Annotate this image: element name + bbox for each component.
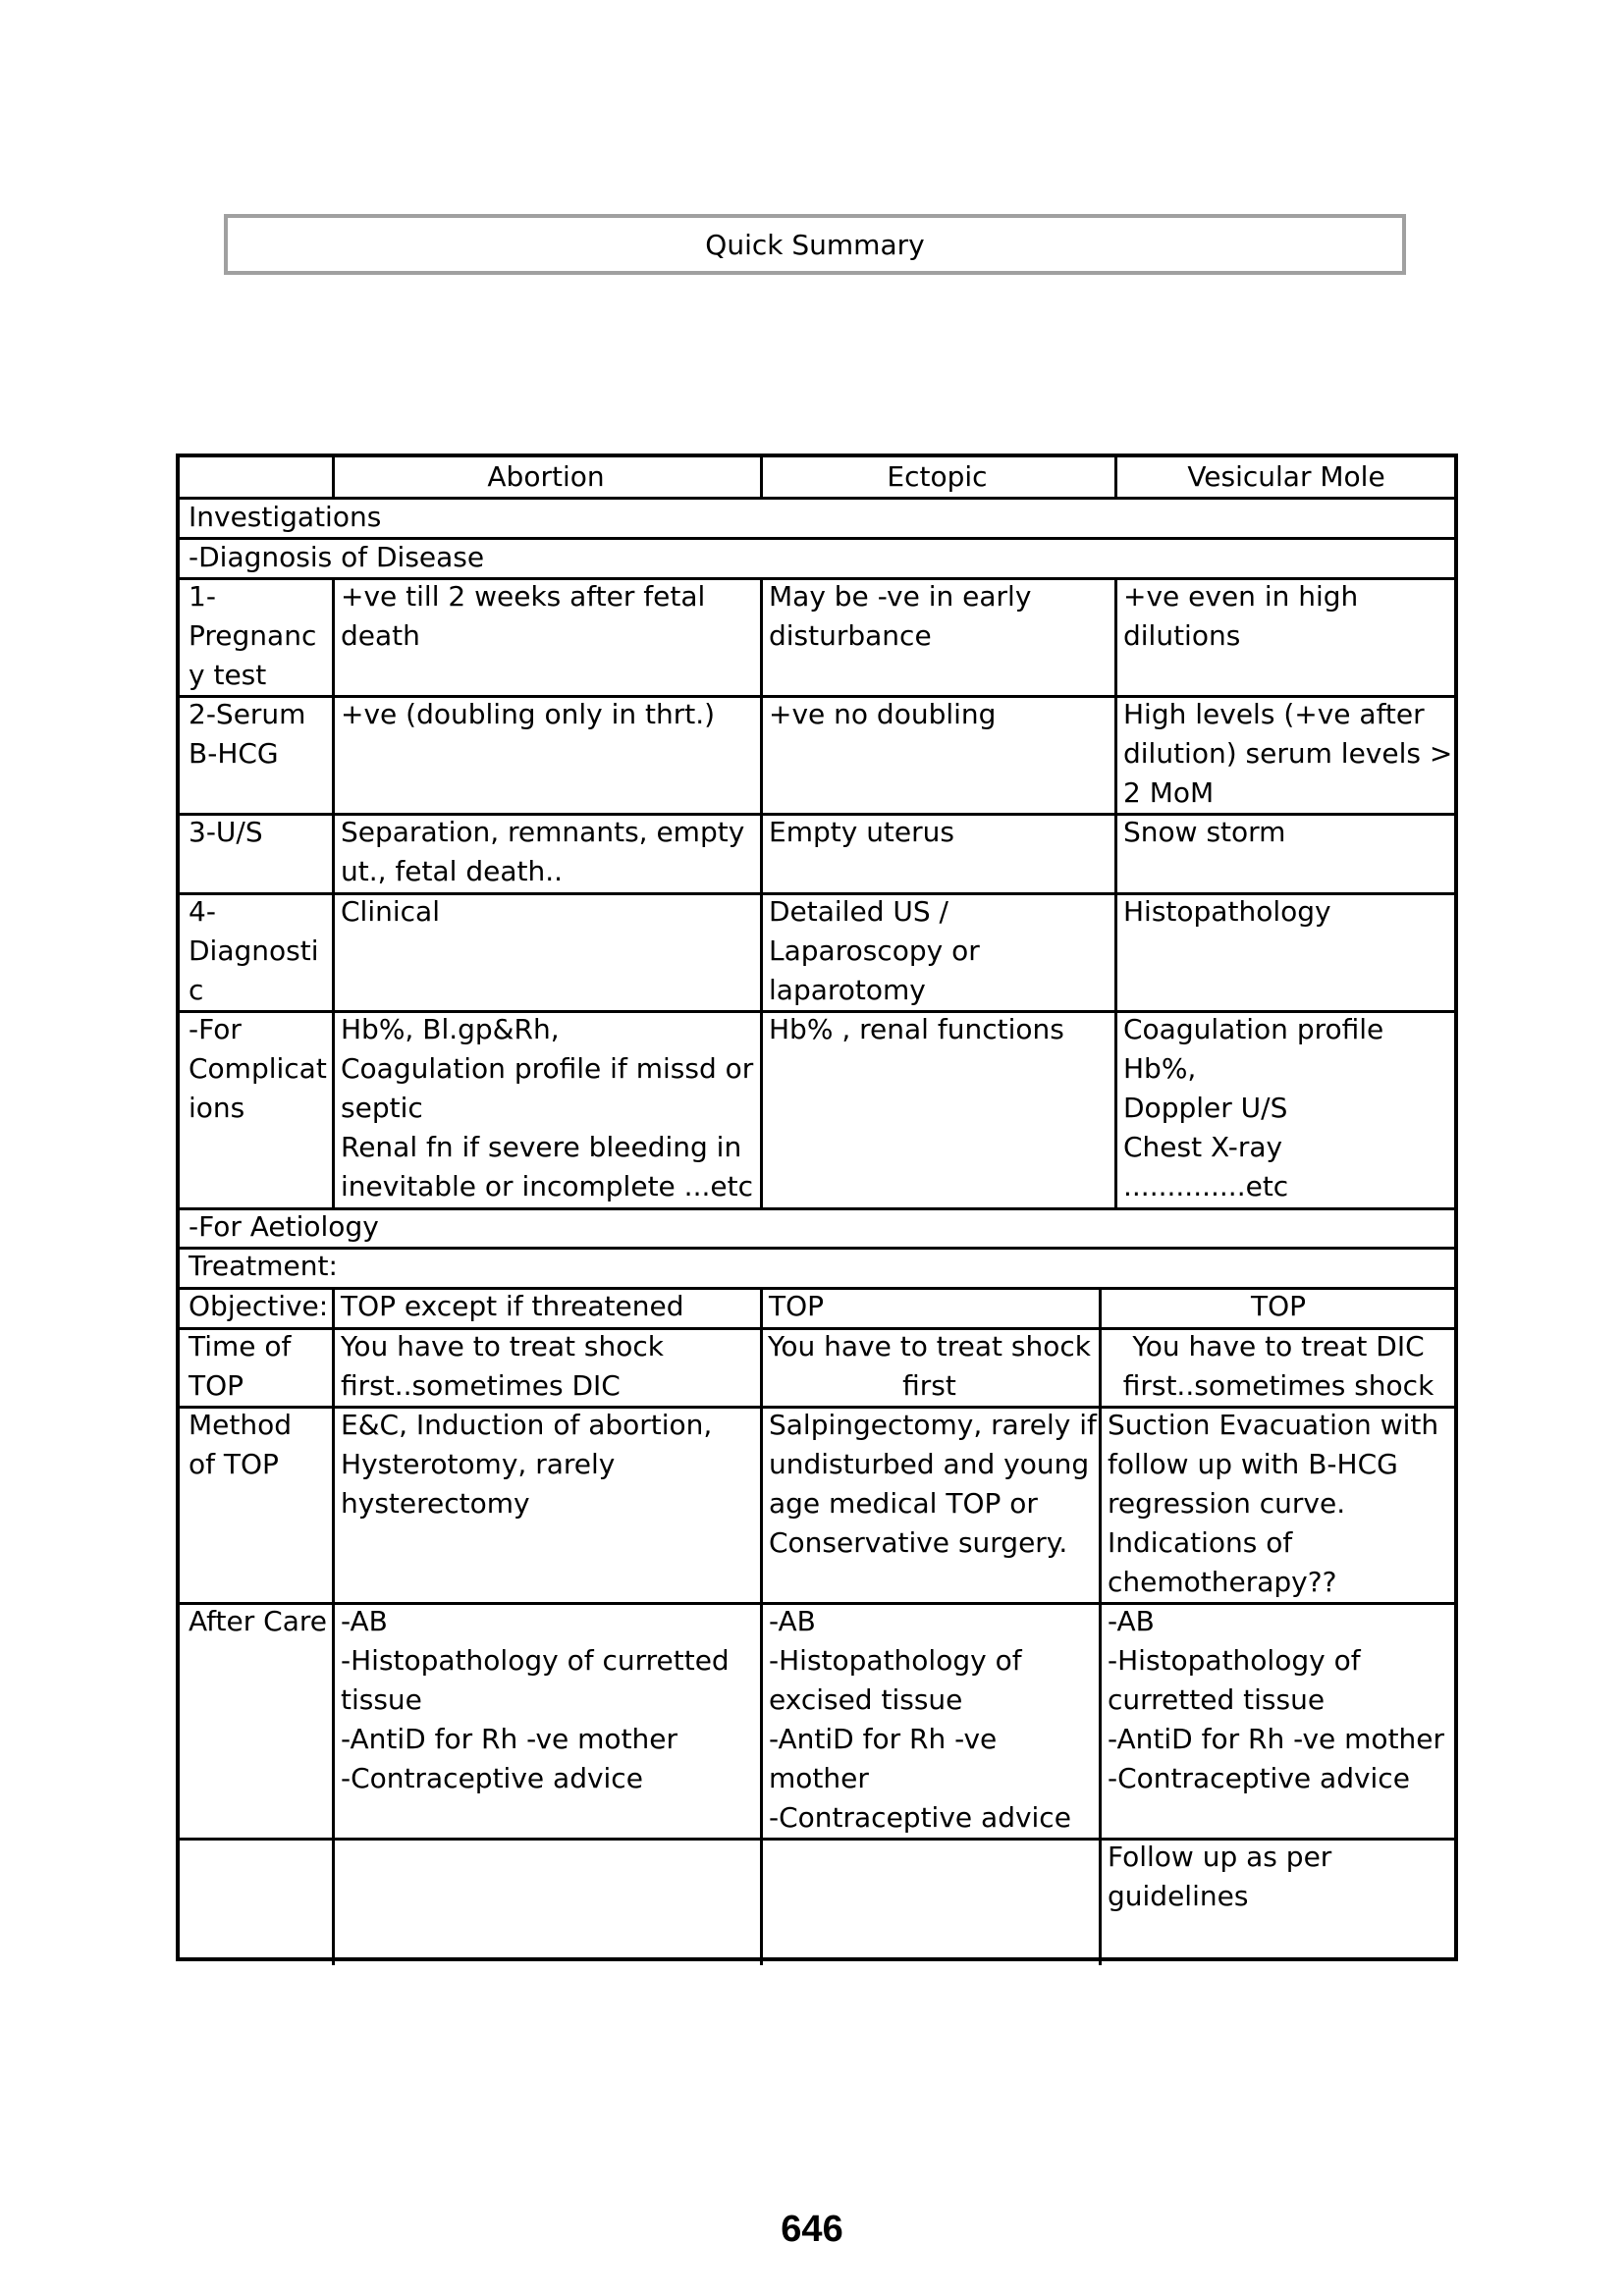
cell-abortion-us: Separation, remnants, empty ut., fetal death.. xyxy=(341,816,745,887)
row-label-method-of-top: Method of TOP xyxy=(189,1409,293,1480)
cell-ectopic-diagnostic: Detailed US / Laparoscopy or laparotomy xyxy=(769,895,980,1006)
cell-ectopic-complications: Hb% , renal functions xyxy=(769,1013,1064,1045)
row-label-after-care: After Care xyxy=(189,1605,327,1637)
cell-ectopic-follow-up xyxy=(760,1834,1099,1838)
cell-ectopic-after-care: -AB -Histopathology of excised tissue -AntiD for Rh -ve mother -Contraceptive advice xyxy=(769,1605,1071,1834)
section-treatment: Treatment: xyxy=(189,1250,338,1282)
row-label-objective: Objective: xyxy=(189,1290,329,1322)
cell-ectopic-method-of-top: Salpingectomy, rarely if undisturbed and young age medical TOP or Conservative surgery. xyxy=(769,1409,1097,1559)
row-label-serum-bhcg: 2-Serum B-HCG xyxy=(189,698,306,770)
cell-abortion-time-of-top: You have to treat shock first..sometimes DIC xyxy=(341,1330,664,1402)
cell-abortion-after-care: -AB -Histopathology of curretted tissue -AntiD for Rh -ve mother -Contraceptive advice xyxy=(341,1605,730,1794)
cell-abortion-follow-up xyxy=(332,1834,760,1838)
cell-mole-follow-up: Follow up as per guidelines xyxy=(1108,1841,1332,1912)
cell-mole-serum-bhcg: High levels (+ve after dilution) serum levels > 2 MoM xyxy=(1123,698,1453,809)
summary-table xyxy=(176,454,1458,1961)
cell-abortion-serum-bhcg: +ve (doubling only in thrt.) xyxy=(341,698,716,730)
cell-mole-pregnancy-test: +ve even in high dilutions xyxy=(1123,580,1359,652)
page-title: Quick Summary xyxy=(224,214,1406,275)
section-diagnosis: -Diagnosis of Disease xyxy=(189,541,485,573)
cell-mole-objective: TOP xyxy=(1250,1290,1307,1322)
cell-ectopic-objective: TOP xyxy=(769,1290,825,1322)
section-aetiology: -For Aetiology xyxy=(189,1210,379,1243)
cell-ectopic-us: Empty uterus xyxy=(769,816,954,848)
cell-ectopic-pregnancy-test: May be -ve in early disturbance xyxy=(769,580,1032,652)
cell-abortion-method-of-top: E&C, Induction of abortion, Hysterotomy, rarely hysterectomy xyxy=(341,1409,713,1520)
cell-mole-us: Snow storm xyxy=(1123,816,1286,848)
row-label-pregnancy-test: 1- Pregnanc y test xyxy=(189,580,317,691)
header-vesicular-mole: Vesicular Mole xyxy=(1187,460,1385,493)
row-label-diagnostic: 4- Diagnosti c xyxy=(189,895,319,1006)
cell-abortion-complications: Hb%, Bl.gp&Rh, Coagulation profile if missd or septic Renal fn if severe bleeding in inevitable or incomplete ...etc xyxy=(341,1013,754,1202)
header-abortion: Abortion xyxy=(487,460,605,493)
row-label-time-of-top: Time of TOP xyxy=(189,1330,292,1402)
cell-abortion-objective: TOP except if threatened xyxy=(341,1290,684,1322)
cell-mole-method-of-top: Suction Evacuation with follow up with B-HCG regression curve. Indications of chemotherapy?? xyxy=(1108,1409,1439,1598)
row-label-follow-up xyxy=(180,1834,332,1838)
cell-abortion-diagnostic: Clinical xyxy=(341,895,440,928)
cell-mole-time-of-top: You have to treat DIC first..sometimes shock xyxy=(1122,1330,1435,1402)
page-number: 646 xyxy=(781,2209,843,2250)
cell-mole-diagnostic: Histopathology xyxy=(1123,895,1331,928)
row-label-complications: -For Complicat ions xyxy=(189,1013,327,1124)
cell-ectopic-serum-bhcg: +ve no doubling xyxy=(769,698,997,730)
section-investigations: Investigations xyxy=(189,501,382,533)
header-ectopic: Ectopic xyxy=(887,460,988,493)
cell-ectopic-time-of-top: You have to treat shock first xyxy=(768,1330,1091,1402)
row-label-us: 3-U/S xyxy=(189,816,263,848)
cell-mole-complications: Coagulation profile Hb%, Doppler U/S Chest X-ray ..............etc xyxy=(1123,1013,1384,1202)
cell-abortion-pregnancy-test: +ve till 2 weeks after fetal death xyxy=(341,580,706,652)
cell-mole-after-care: -AB -Histopathology of curretted tissue -AntiD for Rh -ve mother -Contraceptive advice xyxy=(1108,1605,1445,1794)
